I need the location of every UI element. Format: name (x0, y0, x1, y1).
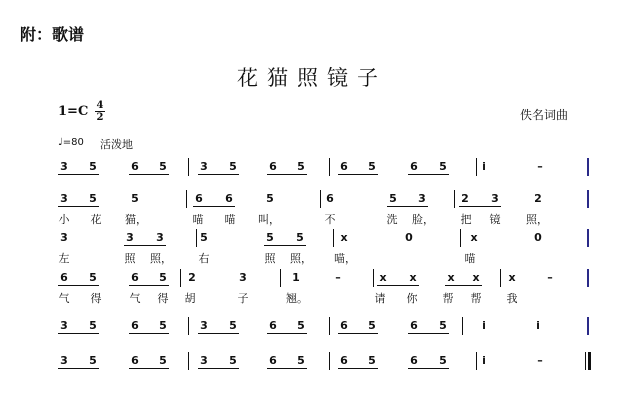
beam-line (58, 333, 99, 334)
lyric-syllable: 喵， (334, 252, 356, 265)
song-title: 花猫照镜子 (237, 66, 387, 90)
end-bar-line (587, 229, 589, 247)
lyric-syllable: 我 (506, 292, 518, 305)
lyric-syllable: 照 (264, 252, 276, 265)
bar-line (460, 229, 461, 247)
beam-line (58, 285, 99, 286)
end-bar-line (587, 269, 589, 287)
beam-line (124, 245, 166, 246)
beam-line (129, 368, 169, 369)
time-signature-bottom: 2 (96, 112, 104, 123)
beam-line (267, 333, 307, 334)
bar-line (329, 317, 330, 335)
bar-line (500, 269, 501, 287)
beam-line (387, 206, 428, 207)
note: 5 (159, 319, 167, 332)
beam-line (58, 174, 99, 175)
lyric-syllable: 不 (324, 213, 336, 226)
note: 5 (229, 319, 237, 332)
bar-line (188, 158, 189, 176)
note: 3 (200, 319, 208, 332)
beam-line (198, 174, 239, 175)
note: i (482, 160, 486, 173)
note: – (537, 160, 543, 173)
note: x (508, 271, 516, 284)
beam-line (267, 174, 307, 175)
key-signature: 1=C (58, 104, 89, 119)
lyric-syllable: 小 (58, 213, 70, 226)
beam-line (267, 368, 307, 369)
beam-line (129, 333, 169, 334)
bar-line (476, 158, 477, 176)
lyric-syllable: 洗 (386, 213, 398, 226)
end-bar-line (587, 190, 589, 208)
lyric-syllable: 花 (90, 213, 102, 226)
lyric-syllable: 叫， (258, 213, 280, 226)
note: 2 (534, 192, 542, 205)
note: 6 (131, 319, 139, 332)
note: 2 (188, 271, 196, 284)
note: 6 (410, 160, 418, 173)
beam-line (58, 206, 99, 207)
beam-line (408, 174, 449, 175)
beam-line (445, 285, 482, 286)
note: 5 (297, 160, 305, 173)
lyric-syllable: 镜 (489, 213, 501, 226)
note: 5 (89, 354, 97, 367)
note: 5 (89, 160, 97, 173)
bar-line (196, 229, 197, 247)
note: 6 (195, 192, 203, 205)
note: 5 (159, 271, 167, 284)
time-signature-top: 4 (96, 100, 104, 111)
note: 3 (60, 354, 68, 367)
note: 3 (200, 160, 208, 173)
note: 5 (229, 354, 237, 367)
lyric-syllable: 胡 (184, 292, 196, 305)
bar-line (454, 190, 455, 208)
note: 6 (340, 160, 348, 173)
lyric-syllable: 猫， (125, 213, 147, 226)
note: 6 (131, 271, 139, 284)
lyric-syllable: 喵 (192, 213, 204, 226)
note: 6 (326, 192, 334, 205)
note: 1 (292, 271, 300, 284)
note: 3 (239, 271, 247, 284)
lyric-syllable: 脸， (412, 213, 434, 226)
note: – (547, 271, 553, 284)
note: 6 (269, 354, 277, 367)
note: 3 (491, 192, 499, 205)
lyric-syllable: 请 (374, 292, 386, 305)
note: – (335, 271, 341, 284)
note: 5 (368, 354, 376, 367)
bar-line (188, 352, 189, 370)
lyric-syllable: 把 (460, 213, 472, 226)
bar-line (462, 317, 463, 335)
beam-line (198, 333, 239, 334)
note: i (482, 354, 486, 367)
bar-line (188, 317, 189, 335)
lyric-syllable: 气 (58, 292, 70, 305)
note: 3 (126, 231, 134, 244)
lyric-syllable: 你 (406, 292, 418, 305)
note: 3 (418, 192, 426, 205)
beam-line (408, 368, 449, 369)
note: i (536, 319, 540, 332)
note: 6 (340, 319, 348, 332)
note: 3 (60, 231, 68, 244)
beam-line (193, 206, 235, 207)
end-bar-line (587, 158, 589, 176)
note: 5 (297, 354, 305, 367)
bar-line (333, 229, 334, 247)
lyric-syllable: 气 (129, 292, 141, 305)
note: x (470, 231, 478, 244)
note: 5 (296, 231, 304, 244)
note: 5 (159, 160, 167, 173)
bar-line (186, 190, 187, 208)
note: 3 (60, 192, 68, 205)
expression-marking: 活泼地 (100, 138, 133, 151)
note: 5 (266, 192, 274, 205)
beam-line (338, 174, 378, 175)
bar-line (329, 158, 330, 176)
lyric-syllable: 得 (157, 292, 169, 305)
note: 5 (368, 160, 376, 173)
note: 5 (89, 319, 97, 332)
note: 5 (229, 160, 237, 173)
beam-line (129, 174, 169, 175)
note: x (447, 271, 455, 284)
note: 5 (159, 354, 167, 367)
time-signature (93, 101, 107, 122)
note: x (379, 271, 387, 284)
note: 6 (131, 160, 139, 173)
bar-line (476, 352, 477, 370)
note: 5 (439, 319, 447, 332)
end-bar-line (587, 317, 589, 335)
lyric-syllable: 喵 (224, 213, 236, 226)
note: 0 (534, 231, 542, 244)
note: 5 (439, 354, 447, 367)
note: 6 (269, 319, 277, 332)
appendix-header: 附：歌谱 (20, 25, 85, 44)
note: 0 (405, 231, 413, 244)
note: x (340, 231, 348, 244)
author-credit: 佚名词曲 (520, 108, 569, 122)
note: 6 (410, 319, 418, 332)
note: 5 (368, 319, 376, 332)
lyric-syllable: 得 (90, 292, 102, 305)
lyric-syllable: 照， (526, 213, 548, 226)
lyric-syllable: 帮 (442, 292, 454, 305)
final-thin-bar (585, 352, 586, 370)
note: 6 (225, 192, 233, 205)
beam-line (129, 285, 169, 286)
note: 5 (297, 319, 305, 332)
bar-line (373, 269, 374, 287)
note: 3 (200, 354, 208, 367)
note: 3 (60, 319, 68, 332)
note: 5 (89, 271, 97, 284)
beam-line (198, 368, 239, 369)
beam-line (338, 333, 378, 334)
beam-line (58, 368, 99, 369)
note: 3 (60, 160, 68, 173)
note: – (537, 354, 543, 367)
note: 5 (439, 160, 447, 173)
note: 6 (60, 271, 68, 284)
note: i (482, 319, 486, 332)
beam-line (338, 368, 378, 369)
lyric-syllable: 子 (237, 292, 249, 305)
bar-line (320, 190, 321, 208)
beam-line (459, 206, 501, 207)
note: 6 (340, 354, 348, 367)
note: 5 (200, 231, 208, 244)
note: x (409, 271, 417, 284)
final-thick-bar (588, 352, 591, 370)
lyric-syllable: 翘。 (286, 292, 308, 305)
beam-line (264, 245, 306, 246)
note: 6 (131, 354, 139, 367)
lyric-syllable: 照 (124, 252, 136, 265)
note: 6 (410, 354, 418, 367)
note: x (472, 271, 480, 284)
bar-line (180, 269, 181, 287)
lyric-syllable: 右 (198, 252, 210, 265)
note: 5 (389, 192, 397, 205)
note: 5 (131, 192, 139, 205)
note: 3 (156, 231, 164, 244)
note: 5 (266, 231, 274, 244)
note: 5 (89, 192, 97, 205)
lyric-syllable: 帮 (470, 292, 482, 305)
lyric-syllable: 左 (58, 252, 70, 265)
bar-line (329, 352, 330, 370)
note: 6 (269, 160, 277, 173)
bar-line (280, 269, 281, 287)
beam-line (408, 333, 449, 334)
note: 2 (461, 192, 469, 205)
tempo-marking: ♩=80 (58, 137, 84, 148)
lyric-syllable: 喵 (464, 252, 476, 265)
lyric-syllable: 照， (290, 252, 312, 265)
beam-line (377, 285, 419, 286)
lyric-syllable: 照， (150, 252, 172, 265)
